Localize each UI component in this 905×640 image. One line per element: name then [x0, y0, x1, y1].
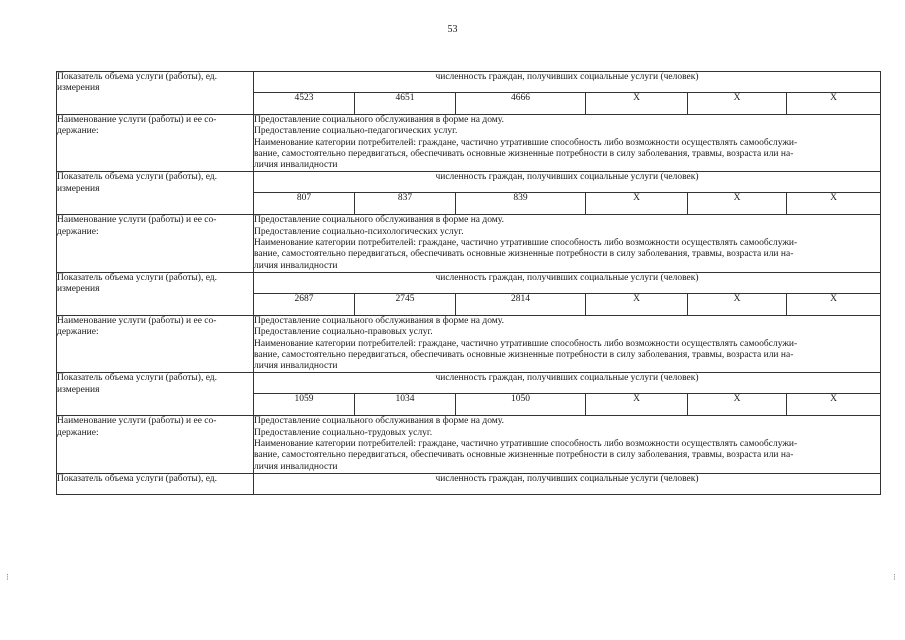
indicator-value-cell: 837 — [355, 193, 456, 215]
service-description-line: Предоставление социально-правовых услуг. — [254, 327, 433, 338]
indicator-value-cell: 1050 — [456, 394, 586, 416]
indicator-unit: численность граждан, получивших социальные услуги (человек) — [254, 72, 881, 93]
service-description-line: Предоставление социально-психологических услуг. — [254, 226, 464, 237]
indicator-value-cell: 4651 — [355, 93, 456, 115]
margin-mark-right: ⁝ — [893, 572, 896, 582]
indicator-value-cell: 807 — [254, 193, 355, 215]
service-description-line: Наименование категории потребителей: граждане, частично утратившие способность либо возможности осуществлять самообслужи- — [254, 137, 798, 148]
service-description-line: Предоставление социального обслуживания в форме на дому. — [254, 215, 504, 226]
service-description-line: личия инвалидности — [254, 461, 338, 472]
service-description-line: Предоставление социально-трудовых услуг. — [254, 427, 433, 438]
service-label: Наименование услуги (работы) и ее со-держание: — [57, 315, 254, 372]
margin-mark-left: ⁝ — [6, 572, 9, 582]
service-description-line: Наименование категории потребителей: граждане, частично утратившие способность либо возможности осуществлять самообслужи- — [254, 338, 798, 349]
indicator-value-cell: X — [688, 394, 787, 416]
service-description-line: Предоставление социального обслуживания в форме на дому. — [254, 416, 504, 427]
indicator-unit-row — [57, 172, 881, 193]
service-label: Наименование услуги (работы) и ее со-держание: — [57, 416, 254, 473]
indicator-value-cell: 4523 — [254, 93, 355, 115]
service-description — [254, 416, 881, 473]
service-description-line: вание, самостоятельно передвигаться, обеспечивать основные жизненные потребности в силу заболевания, травмы, возраста или на- — [254, 249, 794, 260]
indicator-label: Показатель объема услуги (работы), ед. измерения — [57, 72, 254, 115]
indicator-value-cell: X — [688, 293, 787, 315]
service-description-line: личия инвалидности — [254, 361, 338, 372]
indicator-value-cell: X — [586, 193, 688, 215]
indicator-label: Показатель объема услуги (работы), ед. измерения — [57, 172, 254, 215]
service-description-line: Предоставление социального обслуживания в форме на дому. — [254, 315, 504, 326]
page-number: 53 — [447, 24, 458, 35]
service-description-line: вание, самостоятельно передвигаться, обеспечивать основные жизненные потребности в силу заболевания, травмы, возраста или на- — [254, 450, 794, 461]
service-row — [57, 115, 881, 172]
indicator-value-cell: X — [787, 93, 881, 115]
service-description-line: личия инвалидности — [254, 160, 338, 171]
indicator-value-cell: 1059 — [254, 394, 355, 416]
service-row — [57, 416, 881, 473]
service-label: Наименование услуги (работы) и ее со-держание: — [57, 215, 254, 272]
service-description — [254, 115, 881, 172]
indicator-value-cell: 2687 — [254, 293, 355, 315]
indicator-value-cell: X — [586, 93, 688, 115]
services-table — [56, 71, 881, 495]
service-description-line: вание, самостоятельно передвигаться, обеспечивать основные жизненные потребности в силу заболевания, травмы, возраста или на- — [254, 148, 794, 159]
service-description — [254, 215, 881, 272]
service-description — [254, 315, 881, 372]
indicator-value-cell: X — [787, 293, 881, 315]
indicator-unit-row — [57, 473, 881, 494]
service-description-line: Предоставление социально-педагогических услуг. — [254, 126, 458, 137]
indicator-value-cell: 2745 — [355, 293, 456, 315]
indicator-unit: численность граждан, получивших социальные услуги (человек) — [254, 172, 881, 193]
indicator-label: Показатель объема услуги (работы), ед. измерения — [57, 373, 254, 416]
indicator-unit: численность граждан, получивших социальные услуги (человек) — [254, 373, 881, 394]
indicator-value-cell: X — [586, 394, 688, 416]
service-description-line: Наименование категории потребителей: граждане, частично утратившие способность либо возможности осуществлять самообслужи- — [254, 238, 798, 249]
indicator-value-cell: 2814 — [456, 293, 586, 315]
indicator-value-cell: X — [688, 93, 787, 115]
service-description-line: личия инвалидности — [254, 260, 338, 271]
service-label: Наименование услуги (работы) и ее со-держание: — [57, 115, 254, 172]
indicator-unit: численность граждан, получивших социальные услуги (человек) — [254, 272, 881, 293]
indicator-value-cell: 1034 — [355, 394, 456, 416]
indicator-value-cell: X — [787, 394, 881, 416]
indicator-label: Показатель объема услуги (работы), ед. измерения — [57, 272, 254, 315]
service-row — [57, 215, 881, 272]
indicator-value-cell: X — [688, 193, 787, 215]
indicator-value-cell: X — [787, 193, 881, 215]
indicator-unit: численность граждан, получивших социальные услуги (человек) — [254, 473, 881, 494]
service-row — [57, 315, 881, 372]
indicator-unit-row — [57, 373, 881, 394]
indicator-unit-row — [57, 72, 881, 93]
service-description-line: Предоставление социального обслуживания в форме на дому. — [254, 115, 504, 125]
indicator-value-cell: X — [586, 293, 688, 315]
service-description-line: вание, самостоятельно передвигаться, обеспечивать основные жизненные потребности в силу заболевания, травмы, возраста или на- — [254, 349, 794, 360]
service-description-line: Наименование категории потребителей: граждане, частично утратившие способность либо возможности осуществлять самообслужи- — [254, 439, 798, 450]
indicator-value-cell: 4666 — [456, 93, 586, 115]
indicator-unit-row — [57, 272, 881, 293]
indicator-value-cell: 839 — [456, 193, 586, 215]
indicator-label: Показатель объема услуги (работы), ед. — [57, 473, 254, 494]
